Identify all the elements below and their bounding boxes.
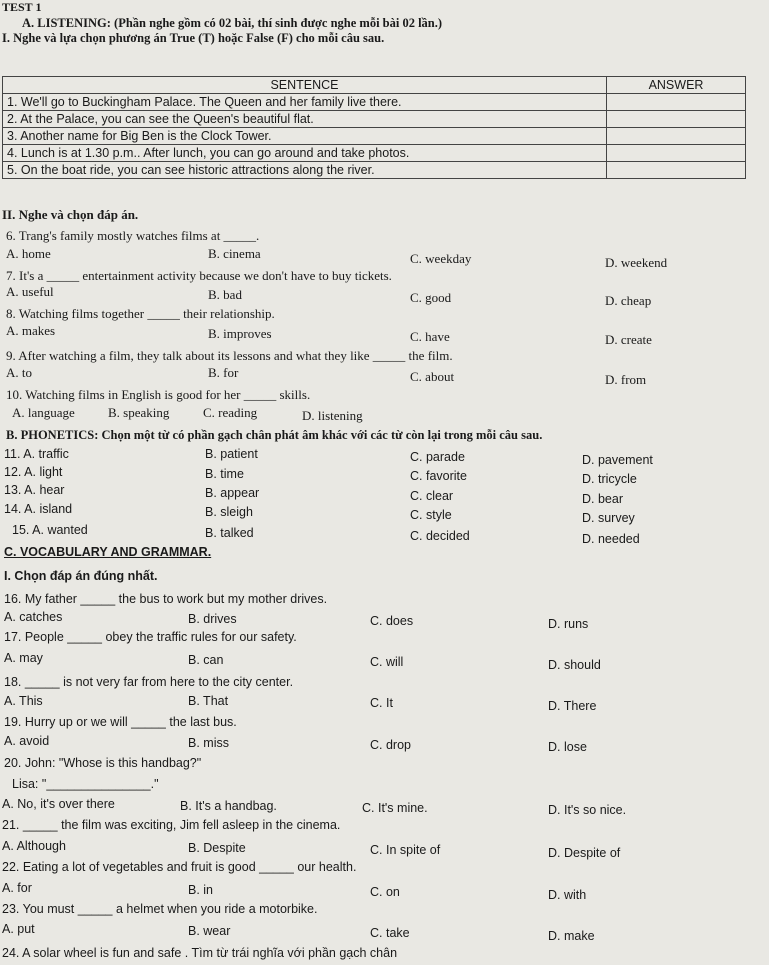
q10-option-c[interactable]: C. reading [203,405,258,420]
q20-option-b[interactable]: B. It's a handbag. [180,799,277,813]
answer-cell-1[interactable] [607,94,746,111]
tf-row-2: 2. At the Palace, you can see the Queen's beautiful flat. [3,111,607,128]
q15-option-b[interactable]: B. talked [205,526,254,540]
tf-row-5: 5. On the boat ride, you can see historic attractions along the river. [3,162,607,179]
q12-option-c[interactable]: C. favorite [410,469,467,483]
q8-option-d[interactable]: D. create [605,332,652,347]
q15-option-c[interactable]: C. decided [410,529,470,543]
part2-instruction: II. Nghe và chọn đáp án. [2,207,139,222]
q22-option-a[interactable]: A. for [2,881,32,895]
q9-option-d[interactable]: D. from [605,372,647,387]
tf-row-1: 1. We'll go to Buckingham Palace. The Queen and her family live there. [3,94,607,111]
q18-option-a[interactable]: A. This [4,694,43,708]
question-24-stem: 24. A solar wheel is fun and safe . Tìm từ trái nghĩa với phần gạch chân [2,946,398,960]
q21-option-a[interactable]: A. Although [2,839,66,853]
answer-header: ANSWER [607,77,746,94]
tf-row-4: 4. Lunch is at 1.30 p.m.. After lunch, you can go around and take photos. [3,145,607,162]
question-20-stem: 20. John: "Whose is this handbag?" [4,756,202,770]
q11-option-d[interactable]: D. pavement [582,453,653,467]
q12-option-d[interactable]: D. tricycle [582,472,637,486]
question-10-stem: 10. Watching films in English is good for her _____ skills. [6,387,311,402]
q15-option-a[interactable]: 15. A. wanted [12,523,88,537]
q14-option-c[interactable]: C. style [410,508,452,522]
vocab-heading: C. VOCABULARY AND GRAMMAR. [4,545,212,559]
q16-option-b[interactable]: B. drives [188,612,237,626]
question-9-stem: 9. After watching a film, they talk about its lessons and what they like _____ the film. [6,348,453,363]
q17-option-c[interactable]: C. will [370,655,404,669]
q18-option-d[interactable]: D. There [548,699,597,713]
q12-option-b[interactable]: B. time [205,467,244,481]
q20-option-c[interactable]: C. It's mine. [362,801,428,815]
q23-option-b[interactable]: B. wear [188,924,231,938]
q7-option-c[interactable]: C. good [410,290,452,305]
q9-option-a[interactable]: A. to [6,365,32,380]
q20-option-d[interactable]: D. It's so nice. [548,803,627,817]
q8-option-b[interactable]: B. improves [208,326,272,341]
q11-option-c[interactable]: C. parade [410,450,465,464]
q22-option-d[interactable]: D. with [548,888,587,902]
sentence-header: SENTENCE [3,77,607,94]
vocab-instruction: I. Chọn đáp án đúng nhất. [4,569,158,583]
q17-option-d[interactable]: D. should [548,658,601,672]
q23-option-a[interactable]: A. put [2,922,35,936]
q11-option-a[interactable]: 11. A. traffic [4,447,69,461]
q6-option-b[interactable]: B. cinema [208,246,261,261]
q6-option-c[interactable]: C. weekday [410,251,472,266]
question-17-stem: 17. People _____ obey the traffic rules for our safety. [4,630,297,644]
question-23-stem: 23. You must _____ a helmet when you ride a motorbike. [2,902,318,916]
answer-cell-2[interactable] [607,111,746,128]
q21-option-c[interactable]: C. In spite of [370,843,441,857]
q9-option-b[interactable]: B. for [208,365,239,380]
q14-option-b[interactable]: B. sleigh [205,505,253,519]
q14-option-d[interactable]: D. survey [582,511,635,525]
question-7-stem: 7. It's a _____ entertainment activity because we don't have to buy tickets. [6,268,392,283]
question-8-stem: 8. Watching films together _____ their relationship. [6,306,275,321]
q15-option-d[interactable]: D. needed [582,532,640,546]
q9-option-c[interactable]: C. about [410,369,455,384]
q22-option-b[interactable]: B. in [188,883,214,897]
q7-option-b[interactable]: B. bad [208,287,242,302]
question-21-stem: 21. _____ the film was exciting, Jim fell asleep in the cinema. [2,818,341,832]
q20-option-a[interactable]: A. No, it's over there [2,797,115,811]
listening-heading: A. LISTENING: (Phần nghe gồm có 02 bài, thí sinh được nghe mỗi bài 02 lần.) [22,16,443,30]
q16-option-c[interactable]: C. does [370,614,414,628]
question-16-stem: 16. My father _____ the bus to work but my mother drives. [4,592,328,606]
question-20-reply: Lisa: "_______________." [12,777,159,791]
q10-option-a[interactable]: A. language [12,405,75,420]
q6-option-d[interactable]: D. weekend [605,255,668,270]
q8-option-c[interactable]: C. have [410,329,450,344]
part1-instruction: I. Nghe và lựa chọn phương án True (T) hoặc False (F) cho mỗi câu sau. [2,31,385,45]
q17-option-a[interactable]: A. may [4,651,43,665]
q23-option-c[interactable]: C. take [370,926,410,940]
question-22-stem: 22. Eating a lot of vegetables and fruit is good _____ our health. [2,860,357,874]
answer-cell-3[interactable] [607,128,746,145]
q10-option-d[interactable]: D. listening [302,408,363,423]
q23-option-d[interactable]: D. make [548,929,595,943]
q21-option-b[interactable]: B. Despite [188,841,246,855]
question-19-stem: 19. Hurry up or we will _____ the last bus. [4,715,237,729]
answer-cell-5[interactable] [607,162,746,179]
q21-option-d[interactable]: D. Despite of [548,846,621,860]
question-18-stem: 18. _____ is not very far from here to the city center. [4,675,294,689]
q13-option-a[interactable]: 13. A. hear [4,483,65,497]
q19-option-a[interactable]: A. avoid [4,734,50,748]
q7-option-a[interactable]: A. useful [6,284,54,299]
q17-option-b[interactable]: B. can [188,653,224,667]
q22-option-c[interactable]: C. on [370,885,400,899]
q13-option-c[interactable]: C. clear [410,489,454,503]
q13-option-b[interactable]: B. appear [205,486,260,500]
q16-option-a[interactable]: A. catches [4,610,63,624]
phonetics-heading: B. PHONETICS: Chọn một từ có phần gạch chân phát âm khác với các từ còn lại trong mỗi câu sau. [6,428,543,442]
q19-option-b[interactable]: B. miss [188,736,229,750]
q18-option-b[interactable]: B. That [188,694,229,708]
true-false-table [2,76,746,179]
q12-option-a[interactable]: 12. A. light [4,465,63,479]
answer-cell-4[interactable] [607,145,746,162]
q7-option-d[interactable]: D. cheap [605,293,652,308]
q11-option-b[interactable]: B. patient [205,447,258,461]
q13-option-d[interactable]: D. bear [582,492,623,506]
q14-option-a[interactable]: 14. A. island [4,502,73,516]
q18-option-c[interactable]: C. It [370,696,393,710]
q16-option-d[interactable]: D. runs [548,617,589,631]
q10-option-b[interactable]: B. speaking [108,405,170,420]
q8-option-a[interactable]: A. makes [6,323,56,338]
q6-option-a[interactable]: A. home [6,246,51,261]
test-title: TEST 1 [2,0,42,14]
q19-option-c[interactable]: C. drop [370,738,411,752]
q19-option-d[interactable]: D. lose [548,740,587,754]
tf-row-3: 3. Another name for Big Ben is the Clock Tower. [3,128,607,145]
question-6-stem: 6. Trang's family mostly watches films at _____. [6,228,260,243]
